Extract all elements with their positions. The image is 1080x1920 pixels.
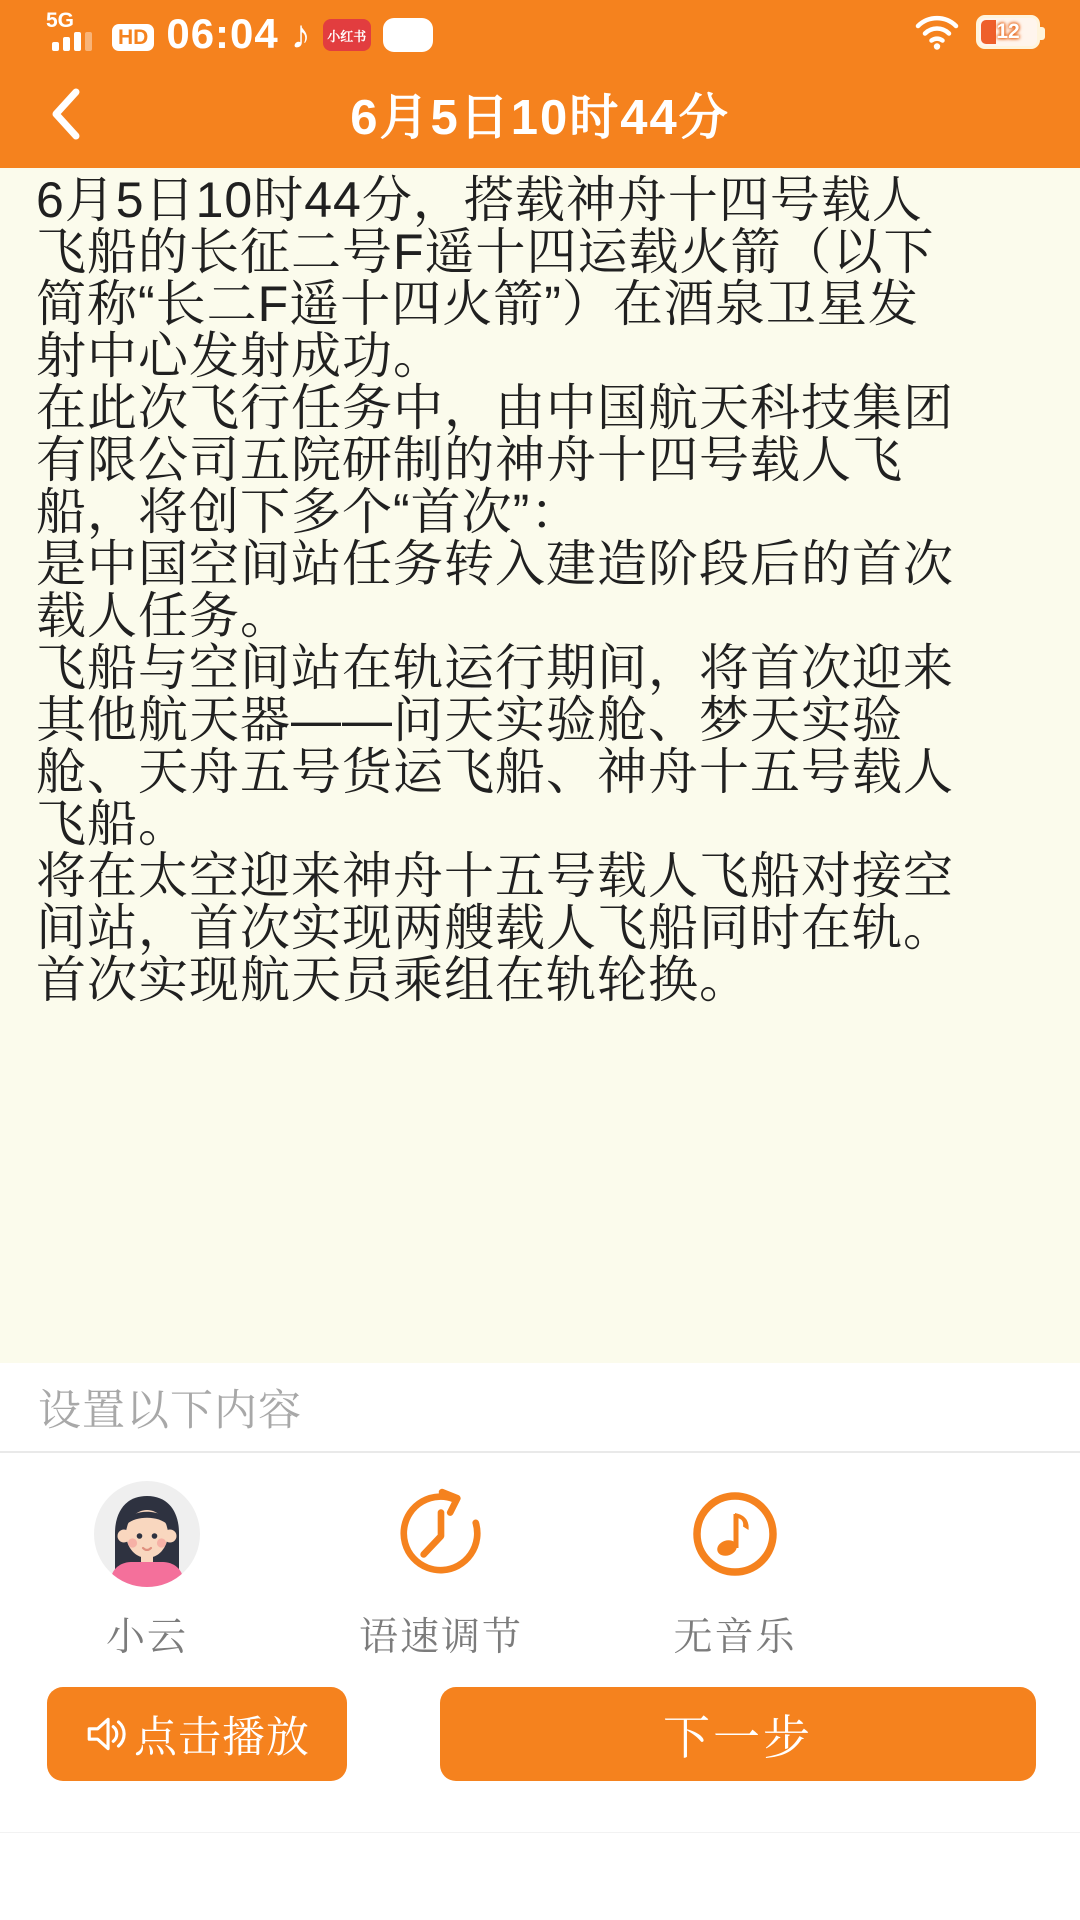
text-line: 载人任务。 xyxy=(36,588,291,644)
text-line: 简称“长二F遥十四火箭”）在酒泉卫星发 xyxy=(36,276,919,332)
text-line: 飞船。 xyxy=(36,796,189,852)
speed-icon-box xyxy=(393,1478,489,1590)
text-line: 有限公司五院研制的神舟十四号载人飞 xyxy=(36,432,903,488)
voice-select-item[interactable] xyxy=(0,1454,294,1686)
battery-fill xyxy=(981,20,996,44)
speed-label: 语速调节 xyxy=(358,1616,523,1659)
status-clock: 06:04 xyxy=(166,10,279,57)
voice-avatar xyxy=(94,1478,200,1590)
wifi-icon xyxy=(914,13,960,51)
next-button[interactable] xyxy=(440,1687,1036,1781)
text-line: 船，将创下多个“首次”： xyxy=(36,484,582,540)
text-line: 飞船与空间站在轨运行期间，将首次迎来 xyxy=(36,640,954,696)
settings-hint-text: 设置以下内容 xyxy=(38,1386,302,1435)
settings-row xyxy=(0,1454,882,1686)
music-icon-box xyxy=(688,1478,782,1590)
system-nav-bar xyxy=(0,1832,1080,1920)
text-line: 飞船的长征二号F遥十四运载火箭（以下 xyxy=(36,224,935,280)
tiktok-notification-icon: ♪ xyxy=(290,13,311,57)
signal-bars-icon xyxy=(52,32,92,51)
text-line: 间站，首次实现两艘载人飞船同时在轨。 xyxy=(36,900,954,956)
header xyxy=(0,60,1080,168)
battery-percent: 12 xyxy=(996,20,1020,43)
play-button[interactable] xyxy=(47,1687,347,1781)
text-line: 是中国空间站任务转入建造阶段后的首次 xyxy=(36,536,954,592)
battery-icon xyxy=(976,15,1040,49)
settings-hint-bar[interactable] xyxy=(0,1363,1080,1453)
article-text-area[interactable] xyxy=(0,168,1080,1363)
clock-refresh-icon xyxy=(393,1486,489,1582)
signal-strength-icon xyxy=(46,11,100,55)
page-title: 6月5日10时44分 xyxy=(350,91,730,145)
text-line: 其他航天器——问天实验舱、梦天实验 xyxy=(36,692,903,748)
next-button-label: 下一步 xyxy=(663,1710,813,1764)
status-bar xyxy=(0,0,1080,60)
text-line: 将在太空迎来神舟十五号载人飞船对接空 xyxy=(36,848,954,904)
text-line: 射中心发射成功。 xyxy=(36,328,444,384)
play-button-label: 点击播放 xyxy=(134,1713,310,1762)
speaker-icon xyxy=(84,1713,130,1755)
music-label: 无音乐 xyxy=(673,1616,797,1659)
status-left-cluster xyxy=(46,9,433,55)
background-music-item[interactable] xyxy=(588,1454,882,1686)
xiaohongshu-notification-icon: 小红书 xyxy=(323,19,371,51)
girl-avatar-icon xyxy=(94,1481,200,1587)
speech-speed-item[interactable] xyxy=(294,1454,588,1686)
hd-voice-icon: HD xyxy=(112,24,154,51)
app-notification-icon xyxy=(383,18,433,52)
text-line: 6月5日10时44分，搭载神舟十四号载人 xyxy=(36,172,923,228)
text-line: 在此次飞行任务中，由中国航天科技集团 xyxy=(36,380,954,436)
text-line: 舱、天舟五号货运飞船、神舟十五号载人 xyxy=(36,744,954,800)
text-line: 首次实现航天员乘组在轨轮换。 xyxy=(36,952,750,1008)
network-type-label: 5G xyxy=(46,9,75,32)
music-note-circle-icon xyxy=(688,1487,782,1581)
status-right-cluster xyxy=(914,13,1040,51)
voice-label: 小云 xyxy=(105,1616,188,1659)
